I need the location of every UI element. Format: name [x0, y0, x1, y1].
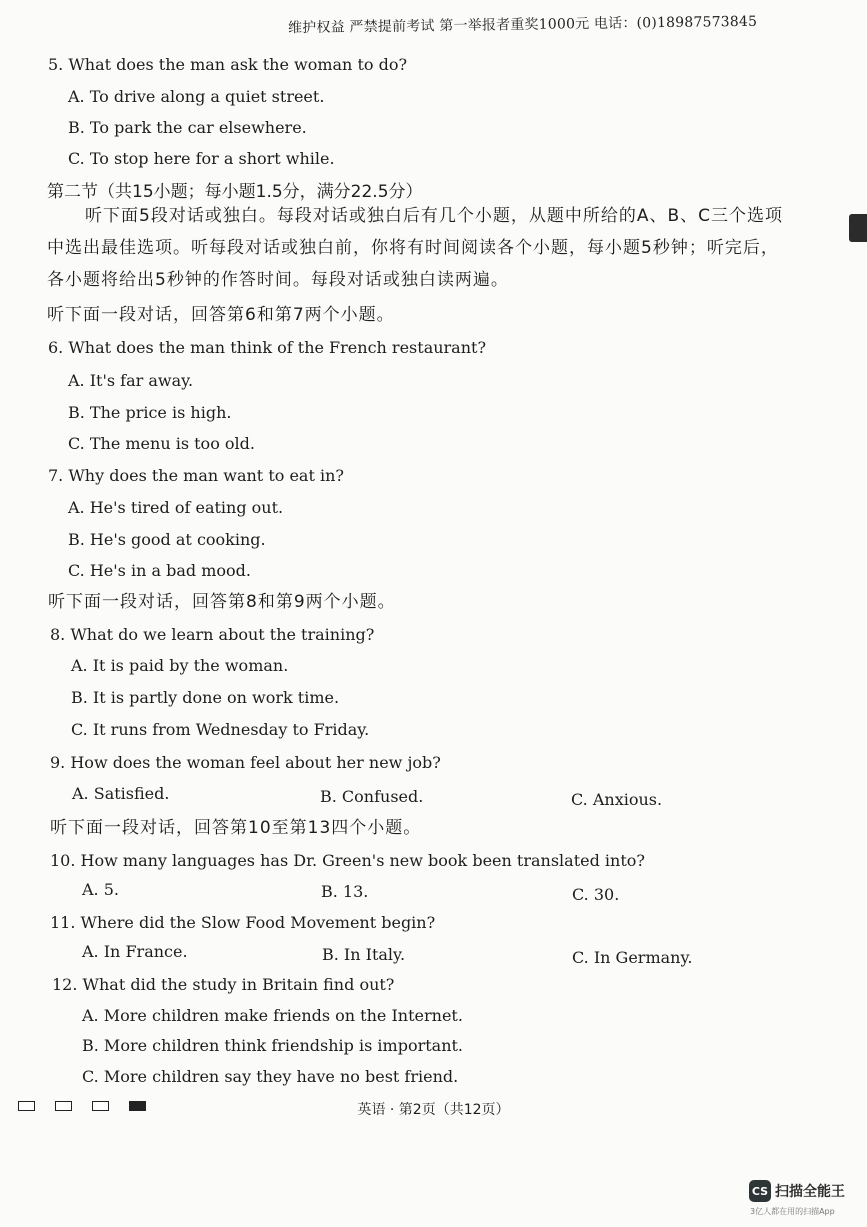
- question-10-option-b: B. 13.: [321, 882, 369, 901]
- question-10-option-c: C. 30.: [572, 885, 620, 904]
- question-11-option-b: B. In Italy.: [322, 945, 406, 964]
- question-10: 10. How many languages has Dr. Green's new book been translated into?: [50, 851, 645, 870]
- question-6: 6. What does the man think of the French restaurant?: [48, 338, 487, 357]
- question-8-option-b: B. It is partly done on work time.: [71, 688, 340, 707]
- question-5-option-b: B. To park the car elsewhere.: [68, 118, 307, 137]
- question-6-option-a: A. It's far away.: [68, 371, 194, 390]
- question-5-option-a: A. To drive along a quiet street.: [68, 87, 325, 106]
- question-9-option-a: A. Satisfied.: [72, 784, 170, 803]
- question-7-option-b: B. He's good at cooking.: [68, 530, 266, 549]
- question-12: 12. What did the study in Britain find out?: [52, 975, 395, 994]
- question-7: 7. Why does the man want to eat in?: [48, 466, 344, 485]
- question-11: 11. Where did the Slow Food Movement begin?: [50, 913, 436, 932]
- question-8-option-a: A. It is paid by the woman.: [71, 656, 289, 675]
- question-12-option-a: A. More children make friends on the Internet.: [82, 1006, 463, 1025]
- question-7-option-a: A. He's tired of eating out.: [68, 498, 284, 517]
- right-edge-tab: [849, 214, 867, 242]
- question-7-option-c: C. He's in a bad mood.: [68, 561, 251, 580]
- question-12-option-b: B. More children think friendship is important.: [82, 1036, 464, 1055]
- question-11-option-c: C. In Germany.: [572, 948, 693, 967]
- question-6-option-b: B. The price is high.: [68, 403, 232, 422]
- question-6-option-c: C. The menu is too old.: [68, 434, 255, 453]
- question-5: 5. What does the man ask the woman to do?: [48, 55, 408, 74]
- page-footer: 英语 · 第2页（共12页）: [357, 1102, 510, 1118]
- question-9: 9. How does the woman feel about her new job?: [50, 753, 441, 772]
- watermark-app-name: 扫描全能王: [775, 1184, 845, 1200]
- question-8: 8. What do we learn about the training?: [50, 625, 375, 644]
- question-11-option-a: A. In France.: [82, 942, 188, 961]
- question-5-option-c: C. To stop here for a short while.: [68, 149, 335, 168]
- scanner-watermark: [749, 1180, 845, 1202]
- section-2-instructions: 听下面5段对话或独白。每段对话或独白后有几个小题，从题中所给的A、B、C三个选项中选出最佳选项。听每段对话或独白前，你将有时间阅读各个小题，每小题5秒钟；听完后，各小题将给出5秒钟的作答时间。每段对话或独白读两遍。: [47, 206, 783, 290]
- question-9-option-b: B. Confused.: [320, 787, 424, 806]
- group-1-intro: 听下面一段对话，回答第6和第7两个小题。: [47, 305, 395, 325]
- camscanner-logo-icon: CS: [749, 1180, 771, 1202]
- question-12-option-c: C. More children say they have no best friend.: [82, 1067, 459, 1086]
- header-banner: 维护权益 严禁提前考试 第一举报者重奖1000元 电话：(0)18987573845: [287, 13, 758, 37]
- question-8-option-c: C. It runs from Wednesday to Friday.: [71, 720, 370, 739]
- question-10-option-a: A. 5.: [82, 880, 119, 899]
- group-2-intro: 听下面一段对话，回答第8和第9两个小题。: [48, 592, 396, 612]
- group-3-intro: 听下面一段对话，回答第10至第13四个小题。: [50, 818, 422, 838]
- question-9-option-c: C. Anxious.: [571, 790, 663, 809]
- watermark-tagline: 3亿人都在用的扫描App: [750, 1207, 835, 1216]
- section-2-title: 第二节（共15小题；每小题1.5分，满分22.5分）: [47, 182, 423, 202]
